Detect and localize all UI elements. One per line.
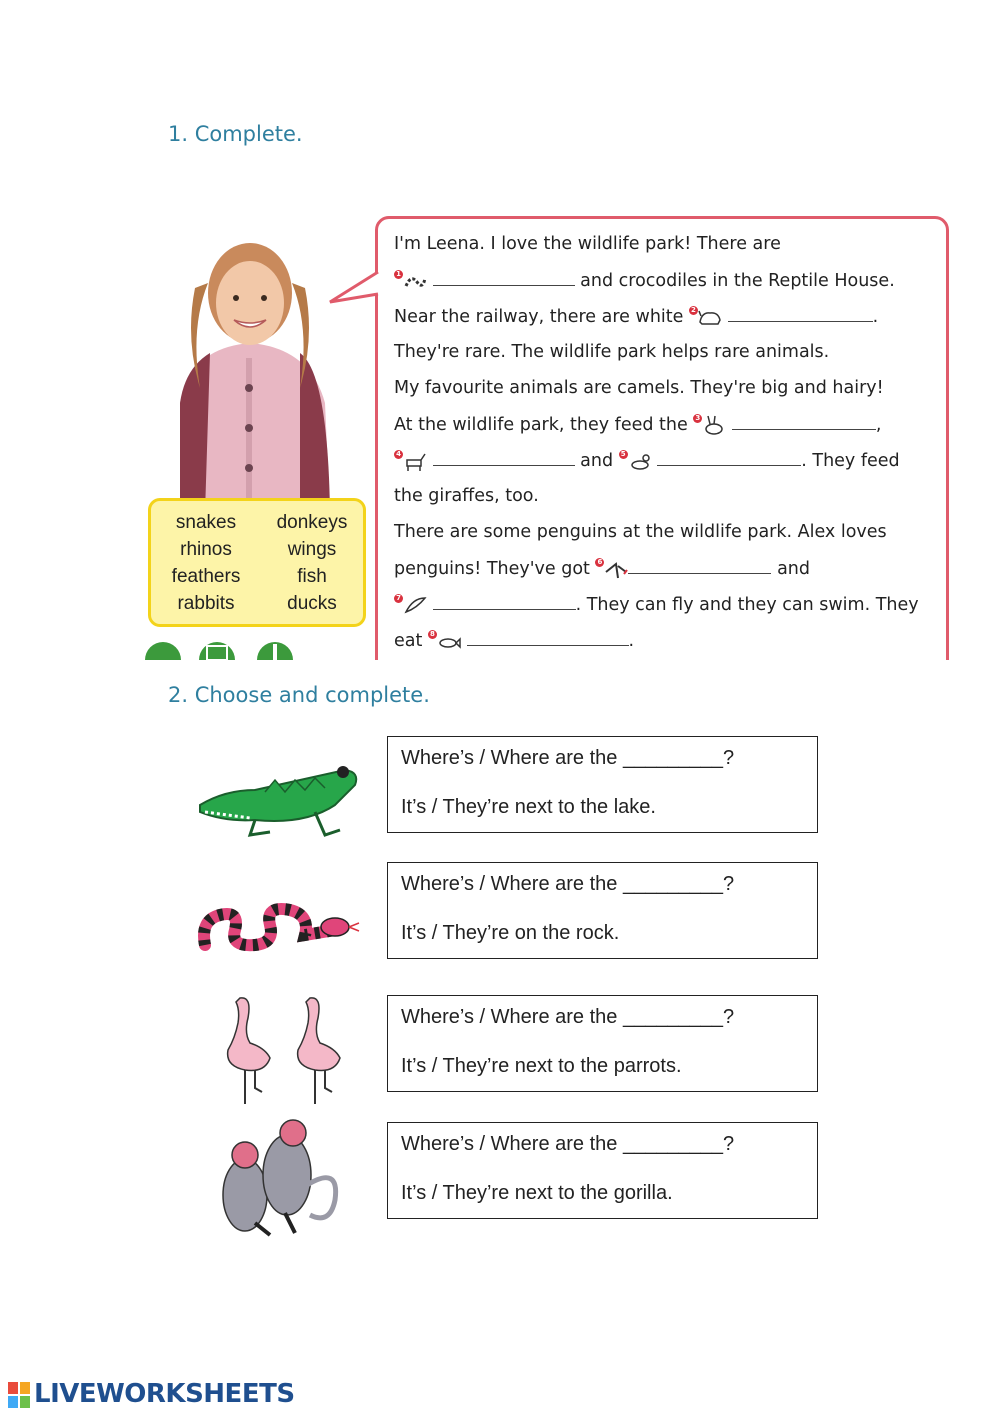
answer-blank-3[interactable] [732,415,876,430]
question-text[interactable]: Where’s / Where are the _________? [401,1006,735,1028]
number-badge: 7 [394,594,403,603]
number-badge: 6 [595,558,604,567]
girl-illustration [150,228,350,513]
liveworksheets-logo[interactable]: LIVEWORKSHEETS [34,1379,295,1409]
text-line: penguins! They've got 6 and [394,558,810,579]
word-bank-item: feathers [171,566,241,587]
question-text[interactable]: Where’s / Where are the _________? [401,873,735,895]
section-2-heading: 2. Choose and complete. [168,683,430,707]
word-bank-box [148,498,366,627]
answer-blank-2[interactable] [728,307,873,322]
answer-blank-5[interactable] [657,451,801,466]
text-line: At the wildlife park, they feed the 3 , [394,414,882,435]
word-bank-item: wings [287,539,337,560]
speech-bubble-tail [328,268,380,308]
text-line: There are some penguins at the wildlife park. Alex loves [394,522,887,542]
crocodile-icon [195,750,365,840]
text-line: My favourite animals are camels. They're big and hairy! [394,378,884,398]
flamingos-icon [210,988,355,1106]
donkeys-icon [403,450,427,472]
answer-text[interactable]: It’s / They’re on the rock. [401,922,620,944]
text-line: They're rare. The wildlife park helps rare animals. [394,342,830,362]
rhinos-icon [698,306,722,328]
rabbits-icon [702,414,726,436]
book-icons-row [145,630,317,660]
number-badge: 2 [689,306,698,315]
number-badge: 1 [394,270,403,279]
monkeys-icon [215,1115,345,1240]
liveworksheets-logo-icon [8,1380,32,1410]
number-badge: 8 [428,630,437,639]
text-line: 7 . They can fly and they can swim. They [394,594,919,616]
number-badge: 3 [693,414,702,423]
ducks-icon [628,450,652,472]
snake-icon [195,885,365,960]
text-line: eat 8 . [394,630,635,651]
text-line: 1 and crocodiles in the Reptile House. [394,270,895,292]
answer-blank-7[interactable] [433,595,576,610]
answer-blank-6[interactable] [628,559,771,574]
question-box-2 [387,862,818,959]
answer-text[interactable]: It’s / They’re next to the gorilla. [401,1182,673,1204]
word-bank-item: donkeys [276,512,348,533]
question-box-1 [387,736,818,833]
answer-text[interactable]: It’s / They’re next to the lake. [401,796,656,818]
text-line: I'm Leena. I love the wildlife park! There are [394,234,781,254]
word-bank-item: rhinos [180,539,232,560]
answer-blank-4[interactable] [433,451,575,466]
answer-blank-1[interactable] [433,271,575,286]
wings-icon [604,558,628,580]
section-1-heading: 1. Complete. [168,122,303,146]
number-badge: 5 [619,450,628,459]
answer-blank-8[interactable] [467,631,629,646]
word-bank-item: fish [297,566,327,587]
text-line: the giraffes, too. [394,486,539,506]
snakes-icon [403,270,427,292]
number-badge: 4 [394,450,403,459]
feathers-icon [403,594,427,616]
text-line: 4 and 5 . They feed [394,450,900,472]
word-bank-item: ducks [287,593,337,614]
fish-icon [437,630,461,652]
word-bank-item: snakes [175,512,237,533]
question-box-4 [387,1122,818,1219]
word-bank-item: rabbits [177,593,235,614]
text-line: Near the railway, there are white 2 . [394,306,879,327]
question-box-3 [387,995,818,1092]
question-text[interactable]: Where’s / Where are the _________? [401,747,735,769]
answer-text[interactable]: It’s / They’re next to the parrots. [401,1055,682,1077]
question-text[interactable]: Where’s / Where are the _________? [401,1133,735,1155]
